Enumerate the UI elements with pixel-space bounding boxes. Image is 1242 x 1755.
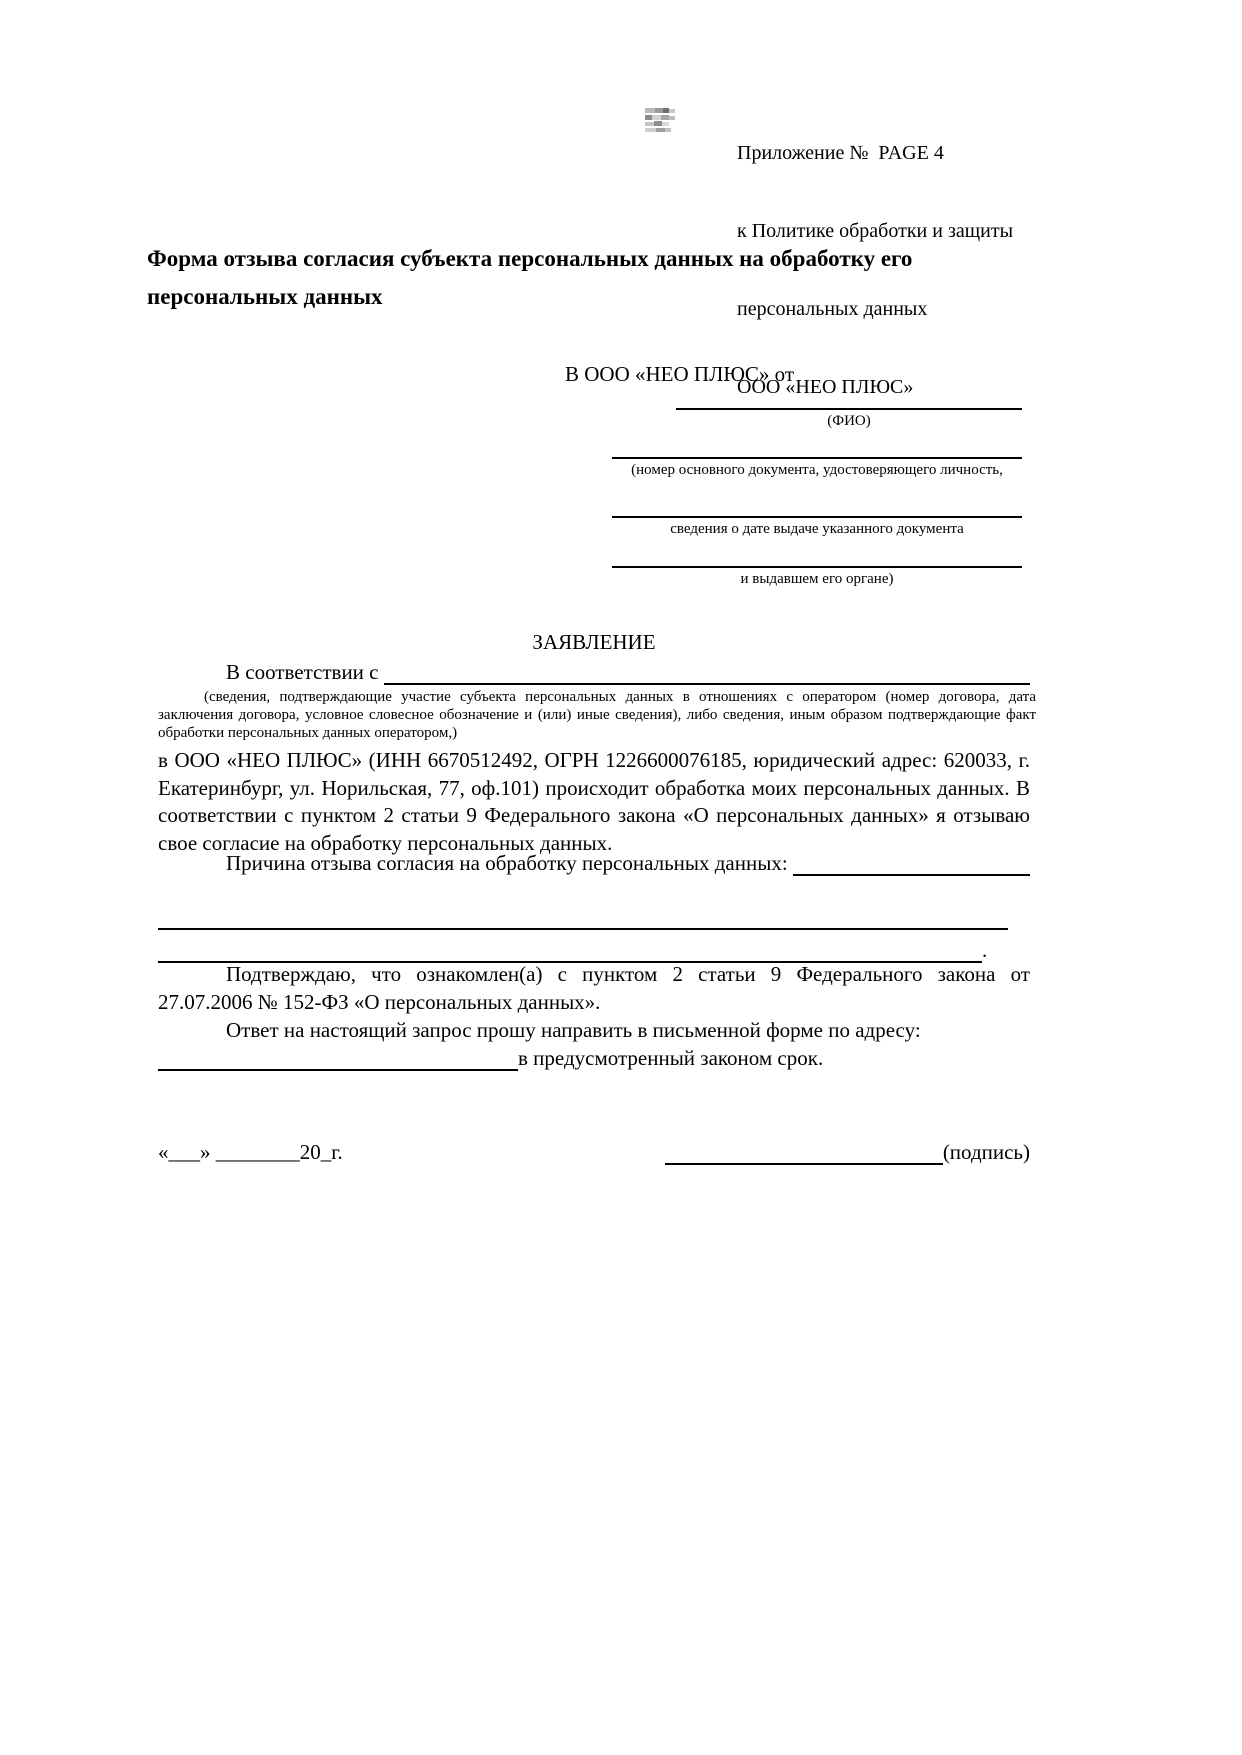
reason-line: [158, 851, 1030, 876]
date-field: «___» ________20_г.: [158, 1140, 343, 1164]
main-paragraph: в ООО «НЕО ПЛЮС» (ИНН 6670512492, ОГРН 1226600076185, юридический адрес: 620033, г. Екатеринбург, ул. Норильская, 77, оф.101) происходит обработка моих персональных данных. В соответствии с пунктом 2 статьи 9 Федерального закона «О персональных данных» я отзываю свое согласие на обработку персональных данных.: [158, 748, 1030, 855]
reply-suffix: в предусмотренный законом срок.: [518, 1046, 824, 1070]
issuing-authority-field: [612, 566, 1022, 588]
document-number-field: [612, 457, 1022, 479]
fio-caption: (ФИО): [827, 413, 871, 429]
reason-prefix: Причина отзыва согласия на обработку персональных данных:: [226, 851, 793, 875]
fio-field: [676, 408, 1022, 430]
reply-address-blank-line: [158, 1050, 518, 1071]
signature-blank-line: [665, 1144, 943, 1165]
accordance-prefix: В соответствии с: [226, 660, 384, 684]
accordance-blank-line: [384, 664, 1030, 685]
fine-print-note: (сведения, подтверждающие участие субъекта персональных данных в отношениях с оператором (номер договора, дата заключения договора, условное словесное обозначение и (или) иные сведения), либо сведения, иным образом подтверждающие факт обработки персональных данных оператором,): [158, 689, 1036, 741]
header-note-line: персональных данных: [737, 298, 928, 320]
signature-field: [665, 1140, 1030, 1165]
signature-row: [158, 1140, 1030, 1165]
confirmation-paragraph: Подтверждаю, что ознакомлен(а) с пунктом 2 статьи 9 Федерального закона от 27.07.2006 № 152-ФЗ «О персональных данных».: [158, 962, 1030, 1014]
document-issue-date-caption: сведения о дате выдаче указанного документа: [670, 521, 964, 537]
statement-heading: ЗАЯВЛЕНИЕ: [532, 630, 656, 654]
accordance-line: [158, 660, 1030, 685]
reply-paragraph: Ответ на настоящий запрос прошу направить в письменной форме по адресу:: [226, 1018, 921, 1042]
signature-caption: (подпись): [942, 1140, 1030, 1164]
page-title: Форма отзыва согласия субъекта персональных данных на обработку его персональных данных: [147, 246, 913, 309]
addressee-line: В ООО «НЕО ПЛЮС» от: [565, 362, 795, 386]
blank-line-terminator: .: [982, 938, 988, 962]
reply-address-line: [158, 1046, 1030, 1071]
reason-blank-line-2: [158, 928, 1008, 930]
document-number-caption: (номер основного документа, удостоверяющего личность,: [631, 462, 1003, 478]
header-note-line: к Политике обработки и защиты: [737, 220, 1014, 242]
header-note-line: Приложение № PAGE 4: [737, 142, 944, 164]
reason-blank-line: [793, 855, 1030, 876]
document-issue-date-field: [612, 516, 1022, 538]
header-note-line: ООО «НЕО ПЛЮС»: [737, 376, 914, 398]
issuing-authority-caption: и выдавшем его органе): [740, 571, 894, 587]
pixel-artifact-icon: [645, 106, 675, 138]
